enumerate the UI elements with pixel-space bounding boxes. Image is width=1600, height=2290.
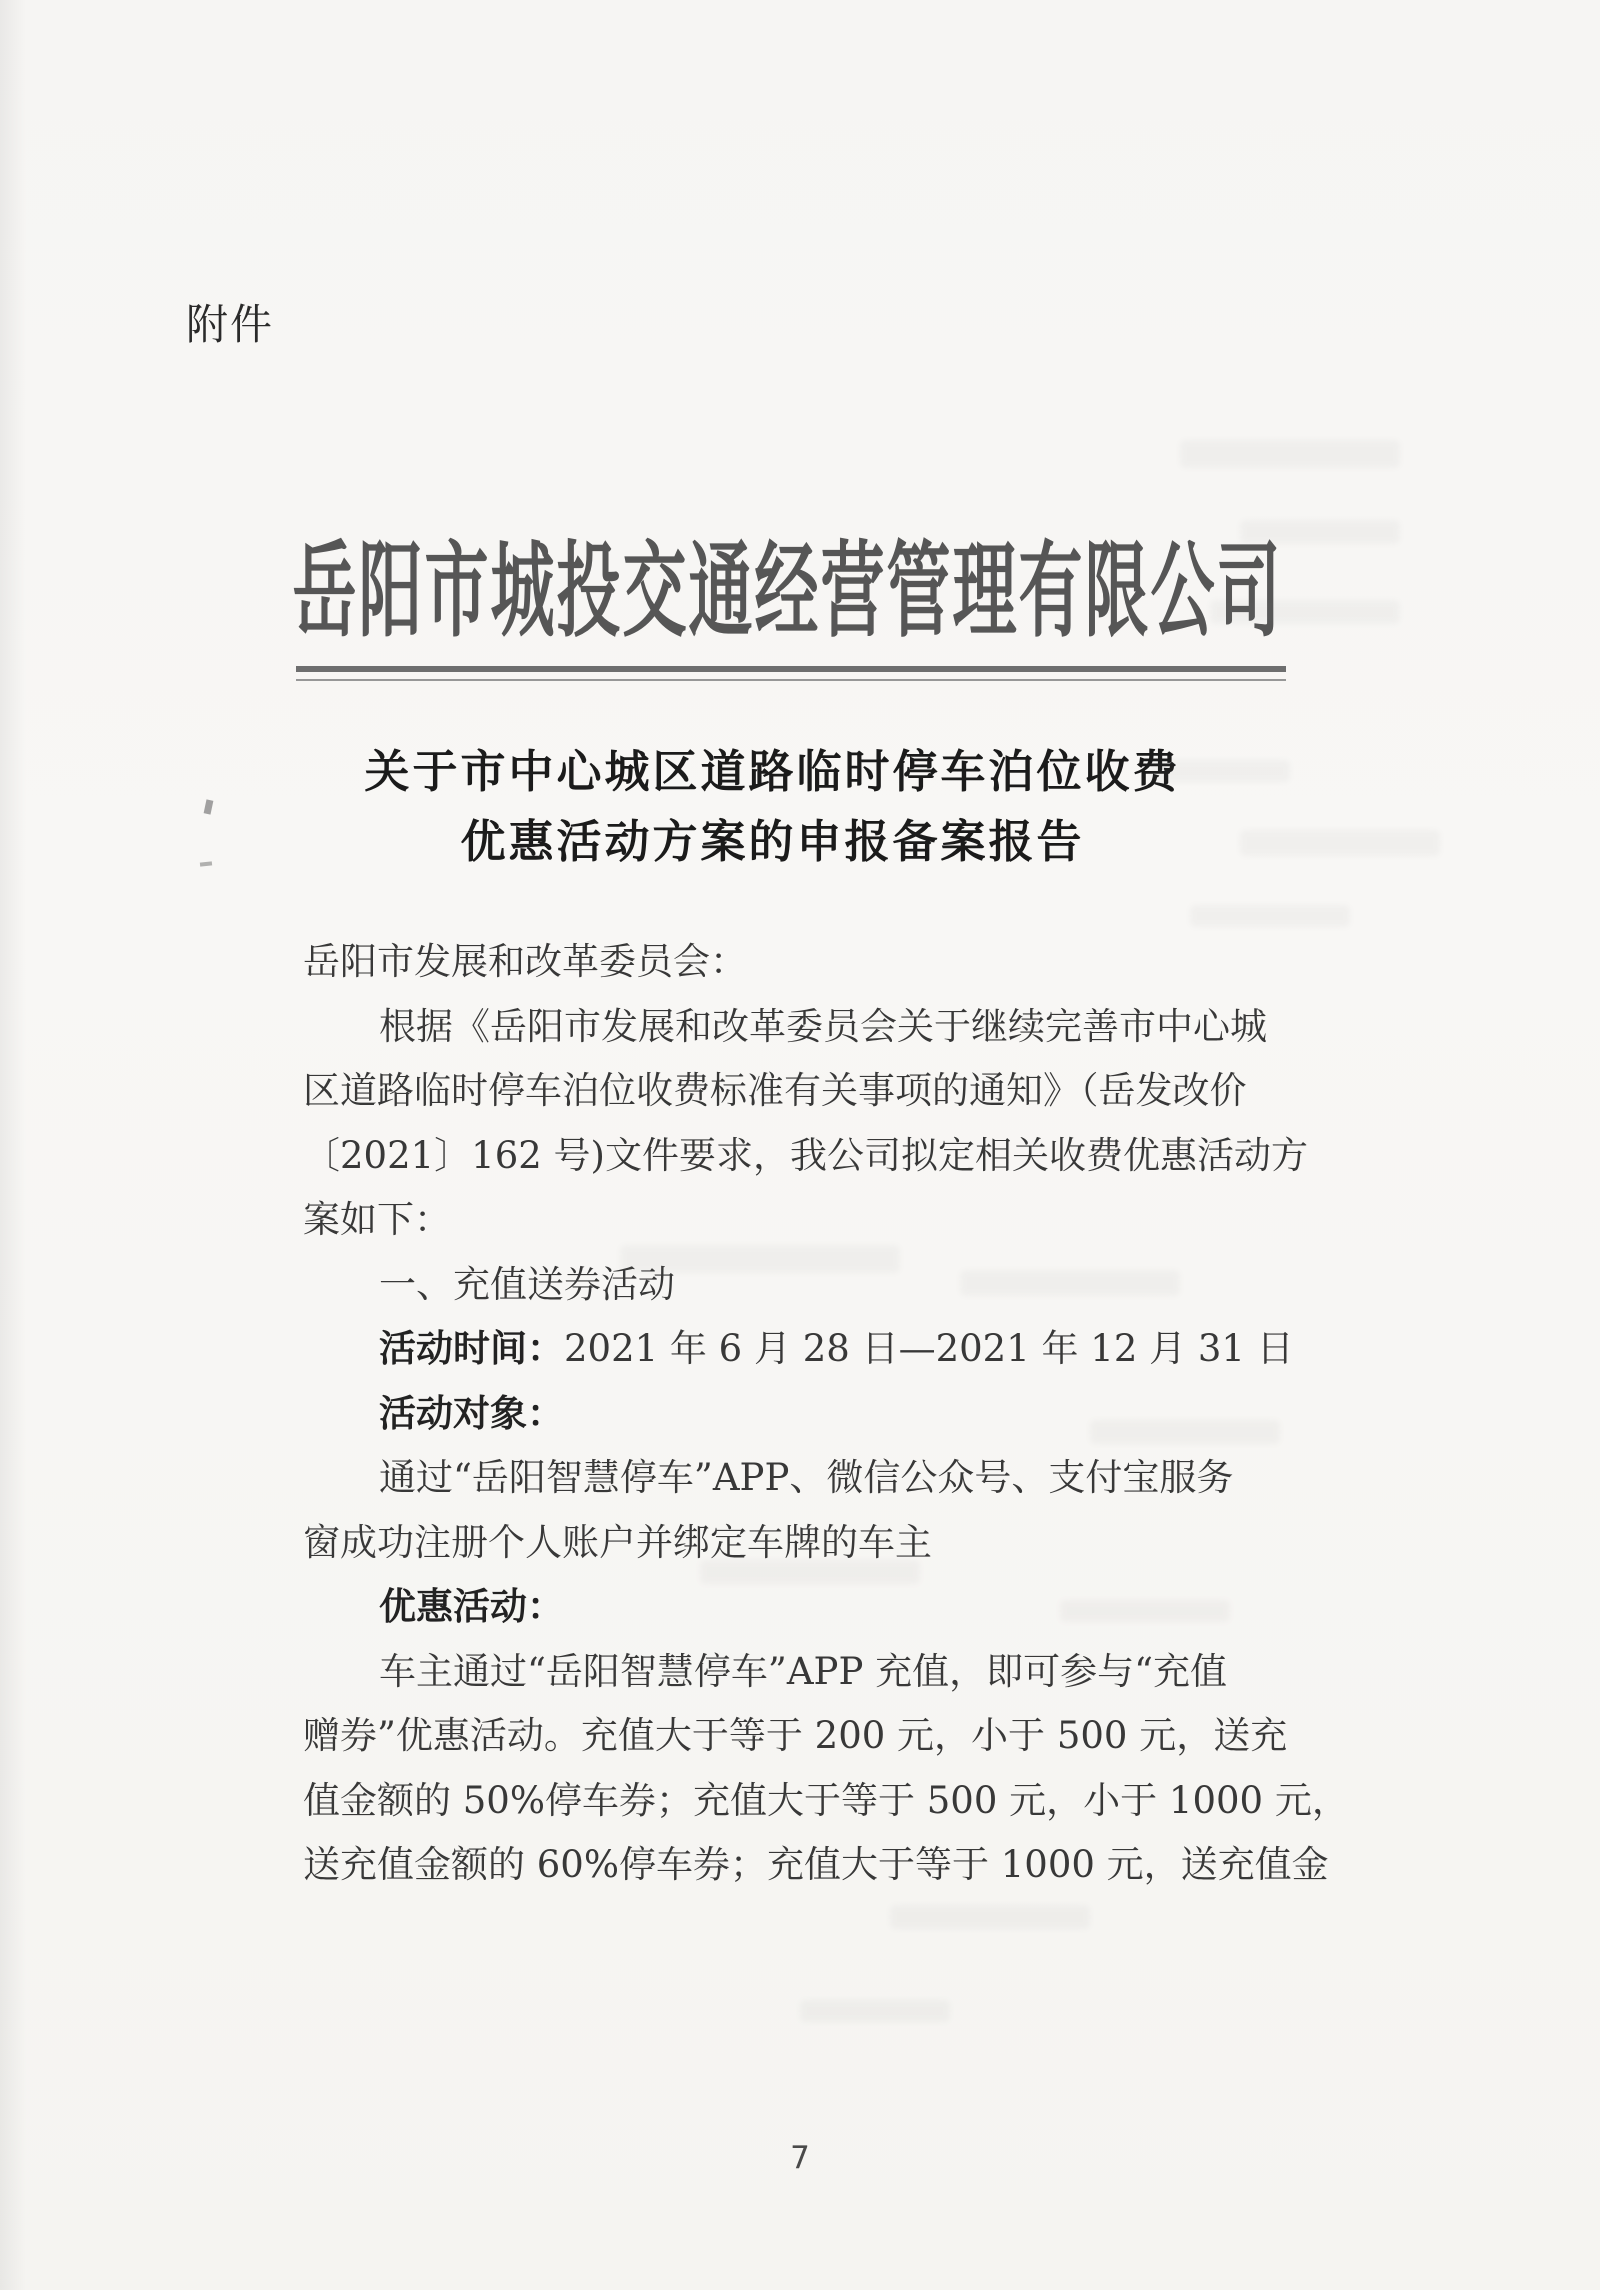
body-line (303, 1704, 1363, 1769)
body-line-text: 岳阳市发展和改革委员会： (303, 940, 747, 983)
scan-speck (204, 799, 214, 814)
body-line-text: 一、充值送券活动 (379, 1262, 675, 1306)
body-line-text: 车主通过“岳阳智慧停车”APP 充值，即可参与“充值 (379, 1649, 1228, 1693)
body-line-text: 根据《岳阳市发展和改革委员会关于继续完善市中心城 (379, 1004, 1267, 1048)
body-line-text: 值金额的 50%停车券；充值大于等于 500 元，小于 1000 元， (303, 1778, 1349, 1822)
letterhead-rule-thin (296, 679, 1286, 681)
bold-label: 活动时间： (379, 1327, 564, 1370)
scan-smudge (1240, 830, 1440, 856)
body-line-text: 2021 年 6 月 28 日—2021 年 12 月 31 日 (564, 1327, 1294, 1370)
document-title-line1: 关于市中心城区道路临时停车泊位收费 (364, 745, 1181, 798)
scan-smudge (890, 1905, 1090, 1929)
body-line-text: 通过“岳阳智慧停车”APP、微信公众号、支付宝服务 (379, 1456, 1234, 1499)
body-line (303, 1833, 1363, 1898)
document-title-line2: 优惠活动方案的申报备案报告 (460, 815, 1085, 868)
body-line-text: 窗成功注册个人账户并绑定车牌的车主 (303, 1520, 932, 1564)
body-lines (303, 930, 1363, 1898)
letterhead-rule-thick (296, 666, 1286, 672)
document-title (280, 737, 1265, 877)
body-line (303, 1317, 1363, 1382)
bold-label: 优惠活动： (379, 1585, 564, 1628)
body-line-text: 〔2021〕162 号)文件要求，我公司拟定相关收费优惠活动方 (303, 1133, 1308, 1177)
body-line (303, 1511, 1363, 1576)
body-line (303, 930, 1363, 995)
scan-edge-shade (0, 0, 26, 2290)
body-line (303, 1382, 1363, 1447)
body-line (303, 1124, 1363, 1189)
body-line-text: 区道路临时停车泊位收费标准有关事项的通知》（岳发改价 (303, 1069, 1247, 1112)
body-line (303, 1059, 1363, 1124)
bold-label: 活动对象： (379, 1391, 564, 1435)
body-line-text: 送充值金额的 60%停车券；充值大于等于 1000 元，送充值金 (303, 1843, 1329, 1886)
body-line-text: 赠券”优惠活动。充值大于等于 200 元，小于 500 元，送充 (303, 1714, 1288, 1757)
body-line (303, 1446, 1363, 1511)
scan-speck (200, 861, 212, 866)
body-line (303, 1575, 1363, 1640)
page-number: 7 (790, 2140, 810, 2176)
body-line (303, 1253, 1363, 1318)
body-line (303, 995, 1363, 1060)
body-line (303, 1188, 1363, 1253)
letterhead-company-name: 岳阳市城投交通经营管理有限公司 (292, 530, 1283, 653)
body-line-text: 案如下： (303, 1198, 451, 1241)
body-line (303, 1769, 1363, 1834)
scan-smudge (1190, 905, 1350, 927)
scan-smudge (800, 2000, 950, 2022)
attachment-label: 附件 (186, 300, 275, 349)
scan-smudge (1180, 440, 1400, 468)
body-line (303, 1640, 1363, 1705)
